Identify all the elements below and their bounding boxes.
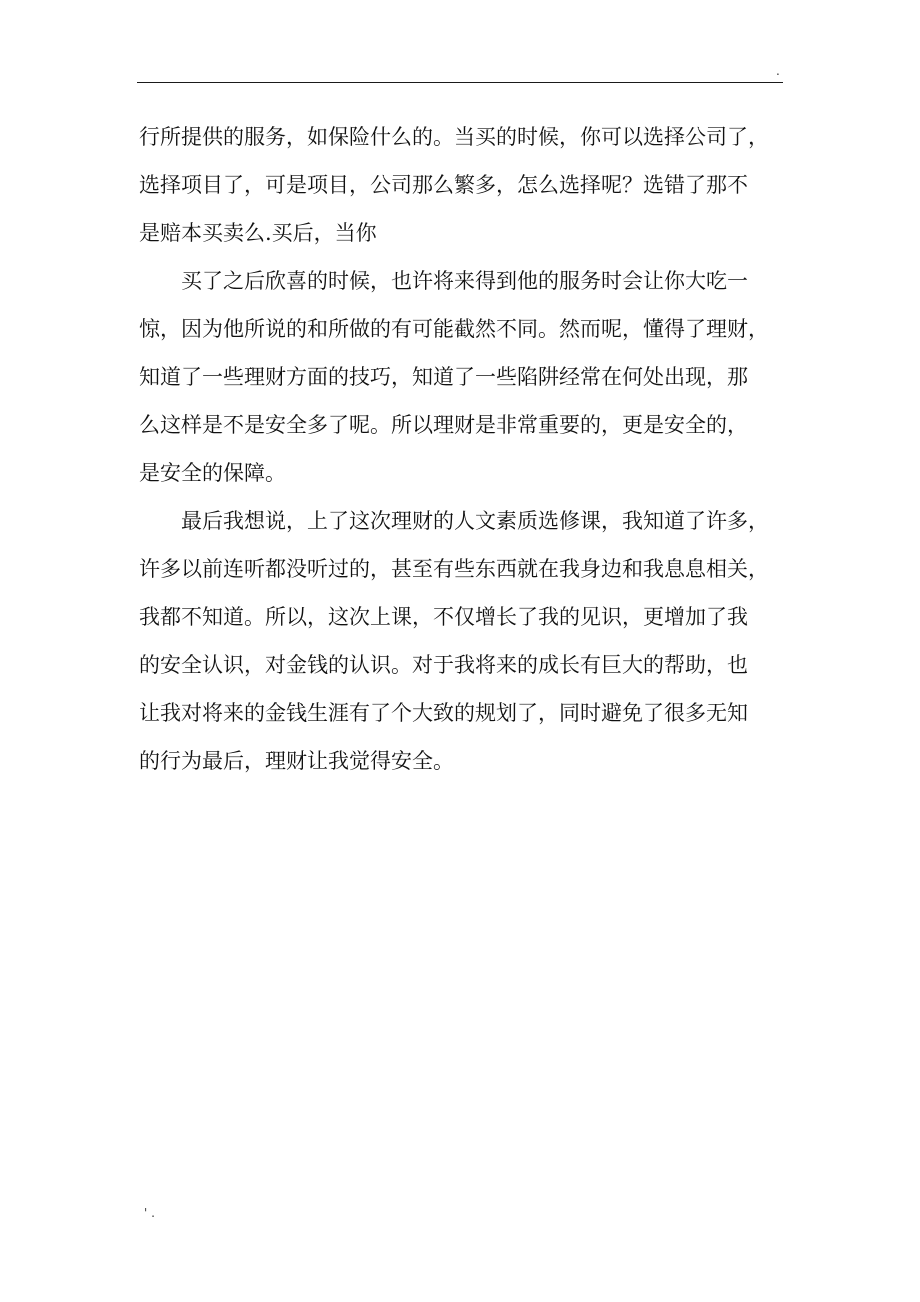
text-line: 最后我想说，上了这次理财的人文素质选修课，我知道了许多， xyxy=(181,509,769,533)
text-line: 是安全的保障。 xyxy=(139,461,286,485)
header-mark: . xyxy=(776,64,780,78)
text-line: 知道了一些理财方面的技巧，知道了一些陷阱经常在何处出现，那 xyxy=(139,365,748,389)
text-line: 的行为最后，理财让我觉得安全。 xyxy=(139,749,454,773)
text-line: 买了之后欣喜的时候，也许将来得到他的服务时会让你大吃一 xyxy=(181,269,748,293)
text-line: 让我对将来的金钱生涯有了个大致的规划了，同时避免了很多无知 xyxy=(139,701,748,725)
body-text xyxy=(139,113,785,785)
text-line: 惊，因为他所说的和所做的有可能截然不同。然而呢，懂得了理财， xyxy=(139,317,769,341)
text-line: 选择项目了，可是项目，公司那么繁多，怎么选择呢？选错了那不 xyxy=(139,173,748,197)
text-line: 我都不知道。所以，这次上课，不仅增长了我的见识，更增加了我 xyxy=(139,605,748,629)
text-line: 的安全认识，对金钱的认识。对于我将来的成长有巨大的帮助，也 xyxy=(139,653,748,677)
text-line: 行所提供的服务，如保险什么的。当买的时候，你可以选择公司了， xyxy=(139,125,769,149)
text-line: 许多以前连听都没听过的，甚至有些东西就在我身边和我息息相关， xyxy=(139,557,769,581)
text-line: 是赔本买卖么.买后，当你 xyxy=(139,221,377,245)
footer-mark: ' . xyxy=(144,1206,155,1220)
text-line: 么这样是不是安全多了呢。所以理财是非常重要的，更是安全的， xyxy=(139,413,748,437)
header-rule xyxy=(137,82,783,83)
